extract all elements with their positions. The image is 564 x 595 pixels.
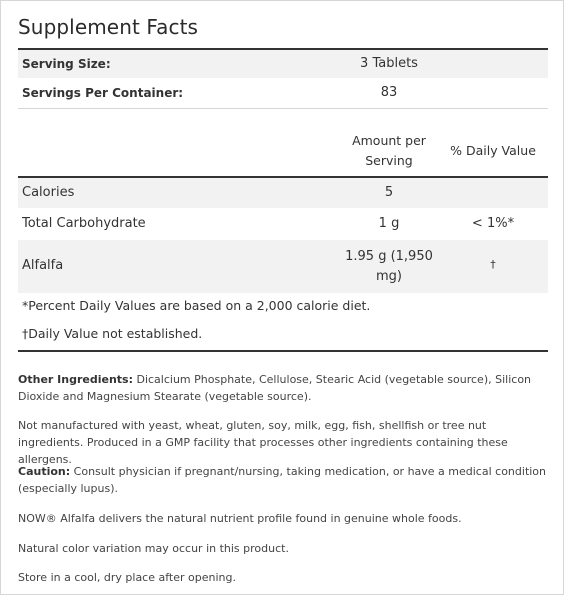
other-ingredients [18, 371, 548, 405]
allergen-statement: Not manufactured with yeast, wheat, gluten, soy, milk, egg, fish, shellfish or tree nut ingredients. Produced in a GMP facility that processes other ingredients containing these allergens. [18, 419, 508, 466]
caution-statement [18, 463, 548, 497]
daily-value-header: % Daily Value [450, 143, 536, 158]
nutrient-row [18, 178, 548, 208]
nutrient-amount: 1 g [378, 216, 400, 231]
nutrient-name: Alfalfa [22, 258, 64, 273]
servings-per-container-row [18, 78, 548, 107]
nutrient-amount-line1: 1.95 g (1,950 [345, 249, 433, 264]
nutrient-row [18, 208, 548, 240]
color-variation-note: Natural color variation may occur in this product. [18, 542, 289, 555]
panel-title: Supplement Facts [18, 15, 199, 39]
nutrient-row [18, 240, 548, 293]
footnote-divider [18, 350, 548, 352]
serving-divider [18, 108, 548, 109]
product-profile: NOW® Alfalfa delivers the natural nutrient profile found in genuine whole foods. [18, 512, 462, 525]
nutrient-amount-line2: mg) [376, 269, 402, 284]
servings-per-container-value: 83 [380, 85, 398, 100]
storage-note: Store in a cool, dry place after opening. [18, 571, 236, 584]
nutrient-name: Total Carbohydrate [22, 216, 146, 231]
percent-daily-footnote: *Percent Daily Values are based on a 2,000 calorie diet. [22, 298, 371, 313]
nutrient-name: Calories [22, 185, 75, 200]
nutrient-daily-value: < 1%* [471, 216, 515, 231]
other-ingredients-text: Dicalcium Phosphate, Cellulose, Stearic Acid (vegetable source), Silicon Dioxide and Magnesium Stearate (vegetable source). [18, 373, 532, 403]
caution-label: Caution: [18, 465, 71, 478]
caution-text: Consult physician if pregnant/nursing, taking medication, or have a medical condition (especially lupus). [18, 465, 547, 495]
amount-header-line2: Serving [365, 153, 413, 168]
other-ingredients-label: Other Ingredients: [18, 373, 133, 386]
nutrient-daily-value: † [490, 258, 496, 271]
nutrient-amount: 5 [384, 185, 394, 200]
daily-value-footnote: †Daily Value not established. [22, 326, 203, 341]
amount-header-line1: Amount per [352, 133, 426, 148]
serving-size-value: 3 Tablets [360, 56, 418, 71]
servings-per-container-label: Servings Per Container: [22, 86, 184, 100]
serving-size-row [18, 50, 548, 78]
serving-size-label: Serving Size: [22, 57, 111, 71]
